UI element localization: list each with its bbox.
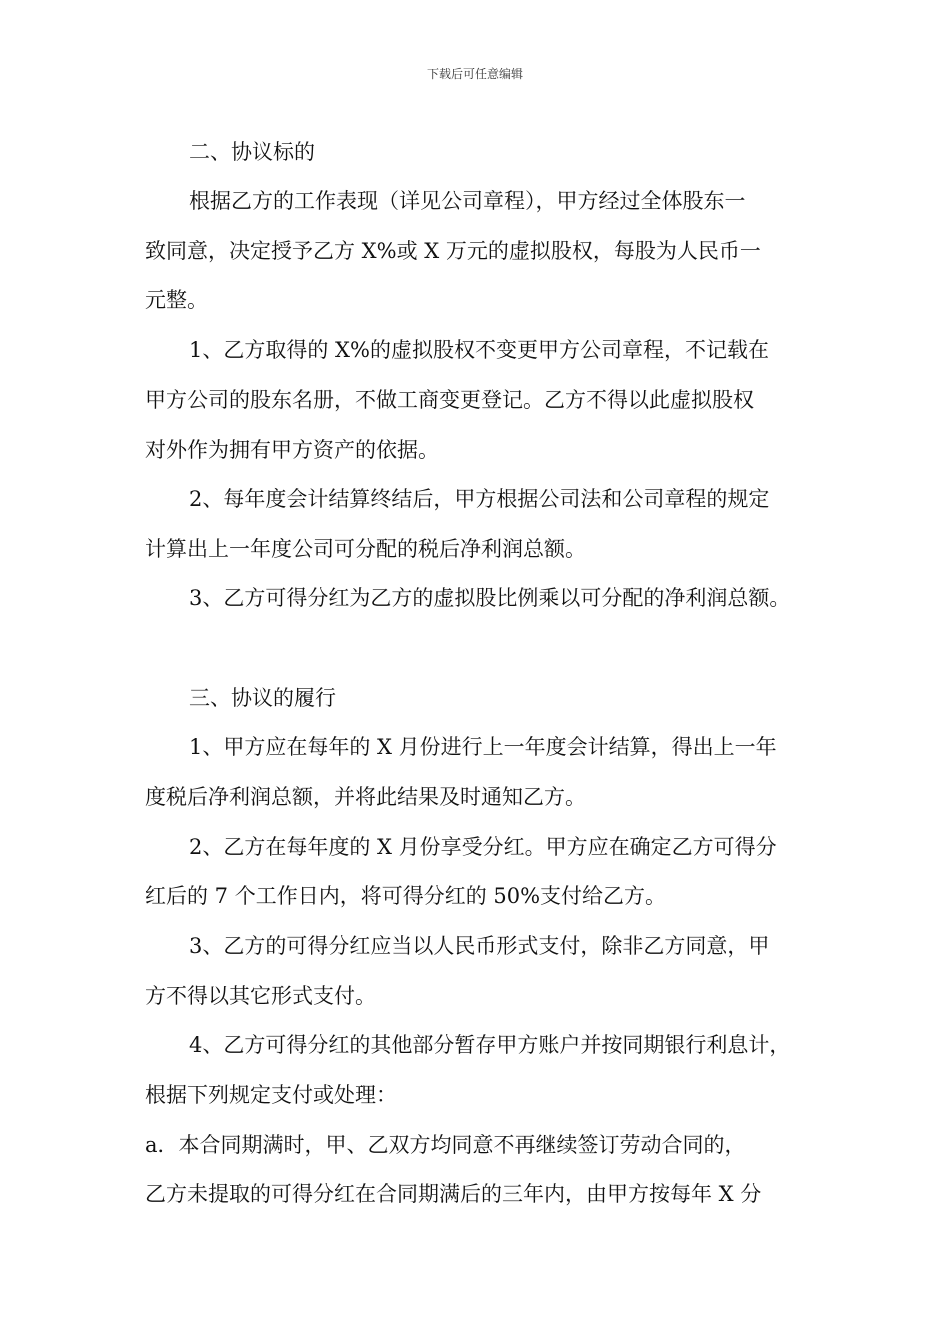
paragraph-line: 对外作为拥有甲方资产的依据。 [145, 438, 439, 462]
paragraph-line: 度税后净利润总额，并将此结果及时通知乙方。 [145, 785, 586, 809]
paragraph-line: 3、乙方可得分红为乙方的虚拟股比例乘以可分配的净利润总额。 [189, 586, 791, 610]
paragraph-line: 1、乙方取得的 X%的虚拟股权不变更甲方公司章程，不记载在 [189, 338, 769, 362]
paragraph-line: 根据下列规定支付或处理： [145, 1083, 397, 1107]
paragraph-line: 致同意，决定授予乙方 X%或 X 万元的虚拟股权，每股为人民币一 [145, 239, 761, 263]
paragraph-line: 4、乙方可得分红的其他部分暂存甲方账户并按同期银行利息计， [189, 1033, 791, 1057]
section-heading: 二、协议标的 [189, 140, 315, 164]
paragraph-line: 2、乙方在每年度的 X 月份享受分红。甲方应在确定乙方可得分 [189, 835, 777, 859]
paragraph-line: 根据乙方的工作表现（详见公司章程），甲方经过全体股东一 [189, 189, 746, 213]
paragraph-line: 2、每年度会计结算终结后，甲方根据公司法和公司章程的规定 [189, 487, 770, 511]
paragraph-line: 红后的 7 个工作日内，将可得分红的 50%支付给乙方。 [145, 884, 667, 908]
paragraph-line: 元整。 [145, 288, 208, 312]
paragraph-line: 甲方公司的股东名册，不做工商变更登记。乙方不得以此虚拟股权 [145, 388, 754, 412]
paragraph-line: 方不得以其它形式支付。 [145, 984, 376, 1008]
paragraph-line: 1、甲方应在每年的 X 月份进行上一年度会计结算，得出上一年 [189, 735, 777, 759]
page-header: 下载后可任意编辑 [426, 67, 523, 81]
paragraph-line: 3、乙方的可得分红应当以人民币形式支付，除非乙方同意，甲 [189, 934, 770, 958]
paragraph-line: a．本合同期满时，甲、乙双方均同意不再继续签订劳动合同的， [145, 1133, 746, 1157]
paragraph-line: 乙方未提取的可得分红在合同期满后的三年内，由甲方按每年 X 分 [145, 1182, 762, 1206]
paragraph-line: 计算出上一年度公司可分配的税后净利润总额。 [145, 537, 586, 561]
section-heading: 三、协议的履行 [189, 686, 336, 710]
